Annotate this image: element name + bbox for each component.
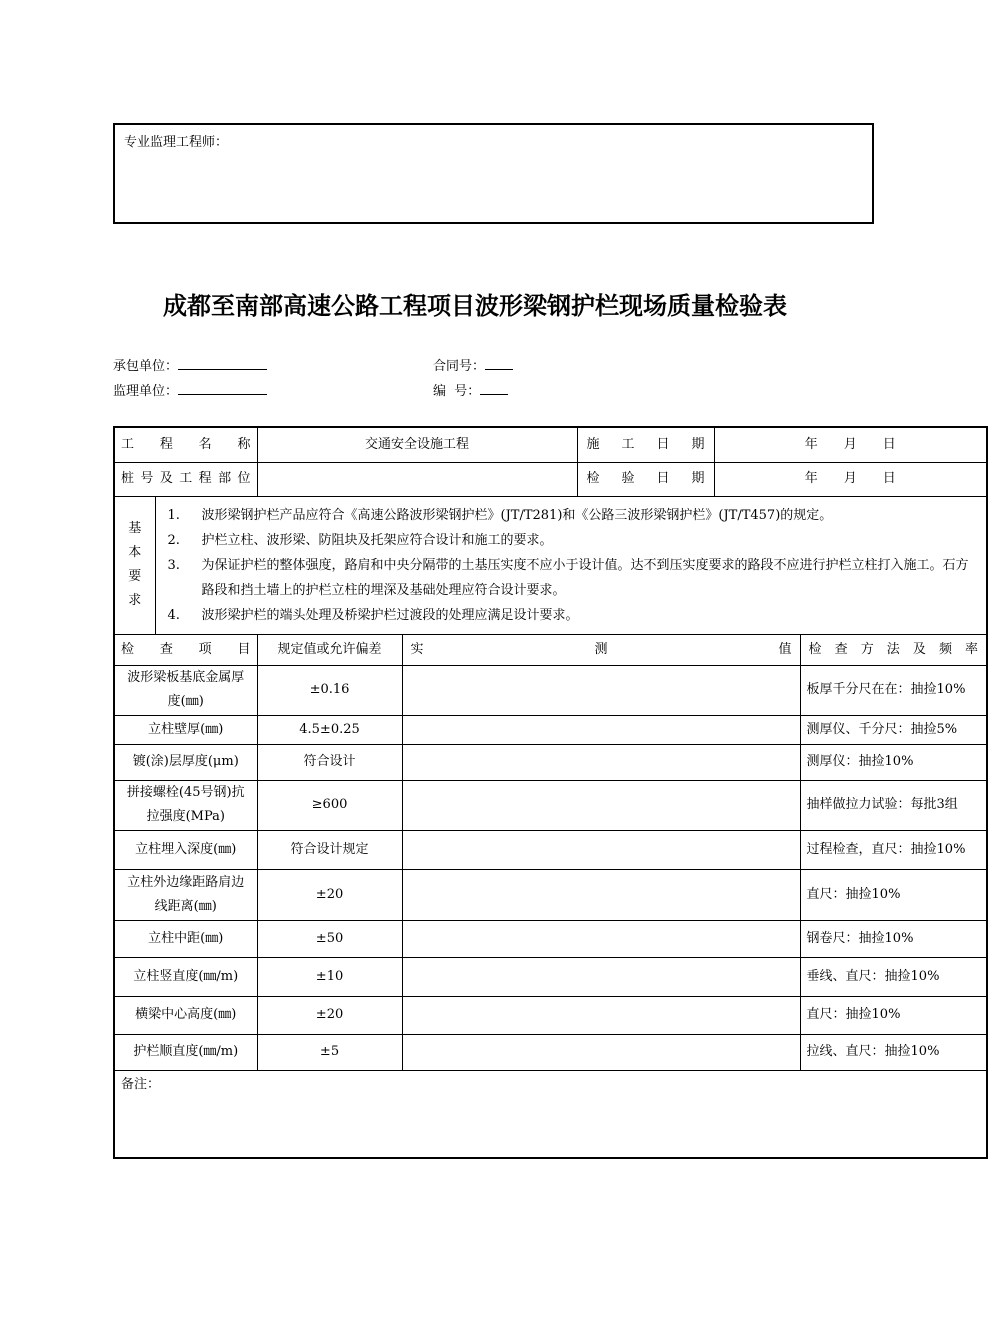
supervisor-unit-field xyxy=(113,380,267,399)
inspection-date-label: 检验日期 xyxy=(577,462,714,496)
basic-requirements-label: 基 本 要 求 xyxy=(114,496,155,634)
row-measured-cell[interactable] xyxy=(402,869,800,920)
row-method: 直尺：抽捡10% xyxy=(800,869,987,920)
contractor-field xyxy=(113,355,267,374)
row-measured-cell[interactable] xyxy=(402,715,800,744)
requirement-item: 1. 波形梁钢护栏产品应符合《高速公路波形梁钢护栏》(JT/T281)和《公路三波形梁钢护栏》(JT/T457)的规定。 xyxy=(167,507,833,523)
construction-date-value[interactable]: 年 月 日 xyxy=(714,427,987,462)
row-item: 护栏顺直度(㎜/m) xyxy=(114,1034,257,1070)
row-tolerance: 4.5±0.25 xyxy=(257,715,402,744)
requirement-item: 3. 为保证护栏的整体强度，路肩和中央分隔带的土基压实度不应小于设计值。达不到压实度要求的路段不应进行护栏立柱打入施工。石方路段和挡土墙上的护栏立柱的埋深及基础处理应符合设计要求。 xyxy=(167,557,969,598)
supervisor-unit-input-line[interactable] xyxy=(178,382,267,395)
row-tolerance: ±50 xyxy=(257,920,402,957)
row-tolerance: ±0.16 xyxy=(257,665,402,715)
row-tolerance: ±5 xyxy=(257,1034,402,1070)
row-measured-cell[interactable] xyxy=(402,665,800,715)
table-row xyxy=(114,1034,987,1070)
row-measured-cell[interactable] xyxy=(402,780,800,830)
project-name-value[interactable]: 交通安全设施工程 xyxy=(257,427,577,462)
remarks-label: 备注： xyxy=(121,1076,161,1092)
row-tolerance: ±10 xyxy=(257,957,402,996)
row-item: 拼接螺栓(45号钢)抗拉强度(MPa) xyxy=(114,780,257,830)
supervisor-engineer-box xyxy=(113,123,874,224)
station-value[interactable] xyxy=(257,462,577,496)
serial-no-field xyxy=(433,380,508,399)
inspection-table xyxy=(113,426,988,1159)
row-measured-cell[interactable] xyxy=(402,920,800,957)
row-measured-cell[interactable] xyxy=(402,957,800,996)
project-name-label: 工程名称 xyxy=(114,427,257,462)
requirement-item: 4. 波形梁护栏的端头处理及桥梁护栏过渡段的处理应满足设计要求。 xyxy=(167,607,579,623)
contract-no-input-line[interactable] xyxy=(485,357,513,370)
remarks-row xyxy=(114,1070,987,1158)
row-item: 立柱埋入深度(㎜) xyxy=(114,830,257,869)
row-method: 测厚仪：抽捡10% xyxy=(800,744,987,780)
row-tolerance: 符合设计 xyxy=(257,744,402,780)
row-tolerance: 符合设计规定 xyxy=(257,830,402,869)
page-title: 成都至南部高速公路工程项目波形梁钢护栏现场质量检验表 xyxy=(163,292,787,320)
station-label: 桩号及工程部位 xyxy=(114,462,257,496)
row-method: 直尺：抽捡10% xyxy=(800,996,987,1034)
row-item: 波形梁板基底金属厚度(㎜) xyxy=(114,665,257,715)
row-measured-cell[interactable] xyxy=(402,744,800,780)
table-row xyxy=(114,957,987,996)
table-row xyxy=(114,869,987,920)
header-row-project xyxy=(114,427,987,462)
row-item: 立柱壁厚(㎜) xyxy=(114,715,257,744)
row-method: 过程检查，直尺：抽捡10% xyxy=(800,830,987,869)
row-method: 垂线、直尺：抽捡10% xyxy=(800,957,987,996)
contractor-input-line[interactable] xyxy=(178,357,267,370)
requirement-item: 2. 护栏立柱、波形梁、防阻块及托架应符合设计和施工的要求。 xyxy=(167,532,553,548)
supervisor-engineer-label: 专业监理工程师： xyxy=(124,135,229,150)
table-row xyxy=(114,920,987,957)
contract-no-label: 合同号： xyxy=(433,359,486,374)
construction-date-label: 施工日期 xyxy=(577,427,714,462)
row-item: 横梁中心高度(㎜) xyxy=(114,996,257,1034)
contractor-label: 承包单位： xyxy=(113,359,179,374)
column-header-row xyxy=(114,634,987,665)
row-measured-cell[interactable] xyxy=(402,996,800,1034)
row-item: 立柱中距(㎜) xyxy=(114,920,257,957)
basic-requirements-list xyxy=(155,496,987,634)
row-method: 板厚千分尺在在：抽捡10% xyxy=(800,665,987,715)
row-method: 抽样做拉力试验：每批3组 xyxy=(800,780,987,830)
serial-no-input-line[interactable] xyxy=(480,382,508,395)
row-method: 拉线、直尺：抽捡10% xyxy=(800,1034,987,1070)
row-tolerance: ±20 xyxy=(257,996,402,1034)
col-header-tolerance: 规定值或允许偏差 xyxy=(257,634,402,665)
serial-no-label: 编 号： xyxy=(433,384,481,399)
row-item: 镀(涂)层厚度(μm) xyxy=(114,744,257,780)
col-header-measured: 实 测 值 xyxy=(402,634,800,665)
basic-requirements-row xyxy=(114,496,987,634)
row-method: 钢卷尺：抽捡10% xyxy=(800,920,987,957)
table-row xyxy=(114,830,987,869)
table-row xyxy=(114,744,987,780)
table-row xyxy=(114,665,987,715)
row-tolerance: ≥600 xyxy=(257,780,402,830)
header-row-station xyxy=(114,462,987,496)
table-row xyxy=(114,780,987,830)
row-item: 立柱外边缘距路肩边线距离(㎜) xyxy=(114,869,257,920)
col-header-method: 检查方法及频率 xyxy=(800,634,987,665)
col-header-item: 检查项目 xyxy=(114,634,257,665)
row-item: 立柱竖直度(㎜/m) xyxy=(114,957,257,996)
inspection-date-value[interactable]: 年 月 日 xyxy=(714,462,987,496)
table-row xyxy=(114,715,987,744)
remarks-cell[interactable] xyxy=(114,1070,987,1158)
table-row xyxy=(114,996,987,1034)
row-method: 测厚仪、千分尺：抽捡5% xyxy=(800,715,987,744)
supervisor-unit-label: 监理单位： xyxy=(113,384,179,399)
row-measured-cell[interactable] xyxy=(402,1034,800,1070)
contract-no-field xyxy=(433,355,513,374)
row-measured-cell[interactable] xyxy=(402,830,800,869)
row-tolerance: ±20 xyxy=(257,869,402,920)
